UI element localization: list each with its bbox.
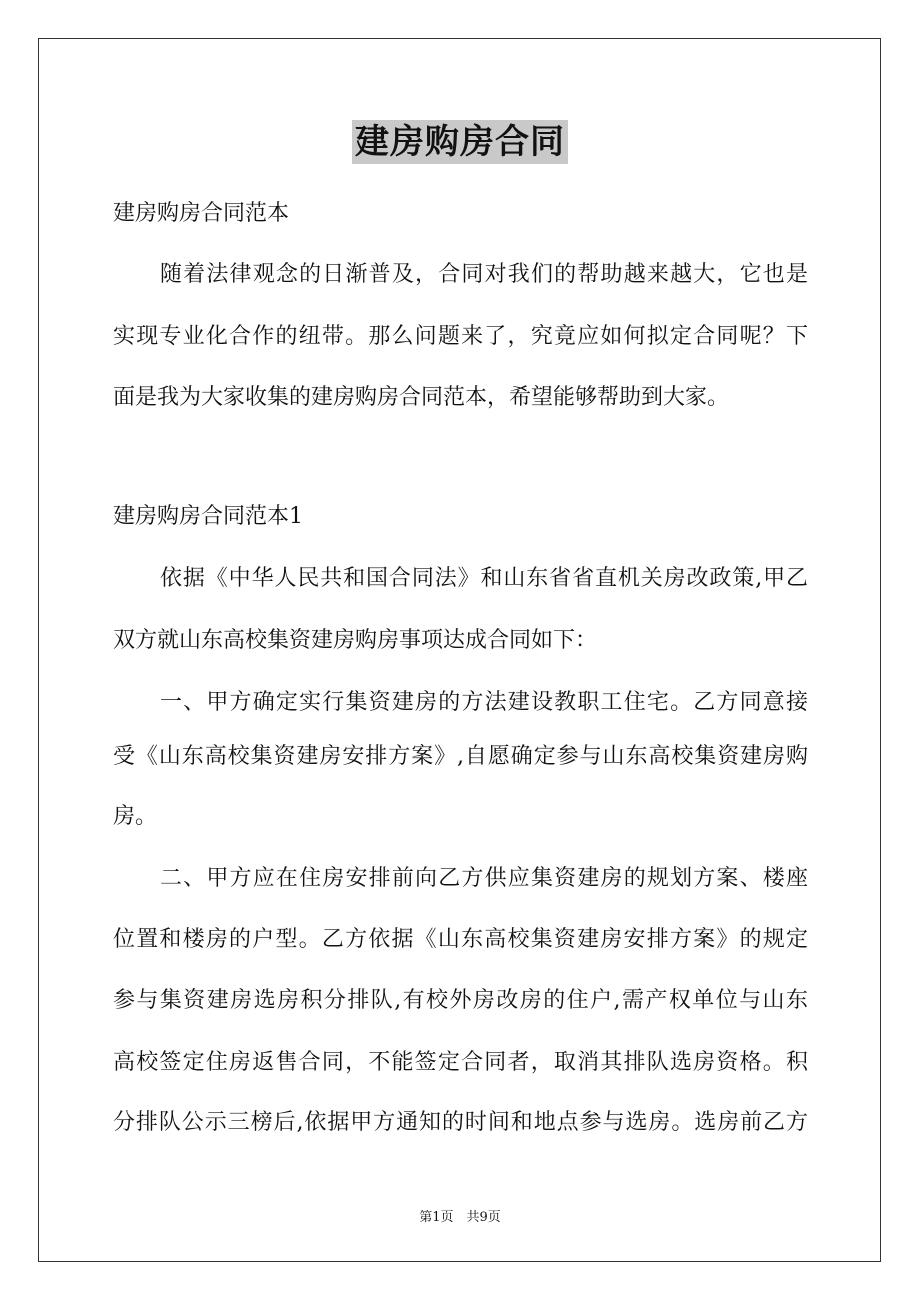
section-heading: 建房购房合同范本1 bbox=[113, 504, 303, 529]
paragraph-line: 实现专业化合作的纽带。那么问题来了，究竟应如何拟定合同呢？下 bbox=[113, 324, 808, 349]
paragraph-line: 受《山东高校集资建房安排方案》,自愿确定参与山东高校集资建房购 bbox=[113, 744, 808, 769]
paragraph-line: 面是我为大家收集的建房购房合同范本，希望能够帮助到大家。 bbox=[113, 385, 730, 410]
paragraph-line: 分排队公示三榜后,依据甲方通知的时间和地点参与选房。选房前乙方 bbox=[113, 1110, 808, 1135]
section-heading: 建房购房合同范本 bbox=[113, 201, 290, 226]
paragraph-line: 房。 bbox=[113, 804, 158, 829]
paragraph-line: 高校签定住房返售合同，不能签定合同者，取消其排队选房资格。积 bbox=[113, 1050, 808, 1075]
page-number-footer: 第1页 共9页 bbox=[419, 1210, 501, 1225]
paragraph-line: 随着法律观念的日渐普及，合同对我们的帮助越来越大，它也是 bbox=[160, 262, 808, 287]
paragraph-line: 二、甲方应在住房安排前向乙方供应集资建房的规划方案、楼座 bbox=[160, 866, 808, 891]
paragraph-line: 位置和楼房的户型。乙方依据《山东高校集资建房安排方案》的规定 bbox=[113, 927, 808, 952]
paragraph-line: 双方就山东高校集资建房购房事项达成合同如下： bbox=[113, 628, 598, 653]
document-title-wrap bbox=[0, 114, 920, 163]
paragraph-line: 参与集资建房选房积分排队,有校外房改房的住户,需产权单位与山东 bbox=[113, 988, 808, 1013]
paragraph-line: 一、甲方确定实行集资建房的方法建设教职工住宅。乙方同意接 bbox=[160, 690, 808, 715]
paragraph-line: 依据《中华人民共和国合同法》和山东省省直机关房改政策,甲乙 bbox=[160, 566, 808, 591]
document-title: 建房购房合同 bbox=[352, 120, 568, 164]
